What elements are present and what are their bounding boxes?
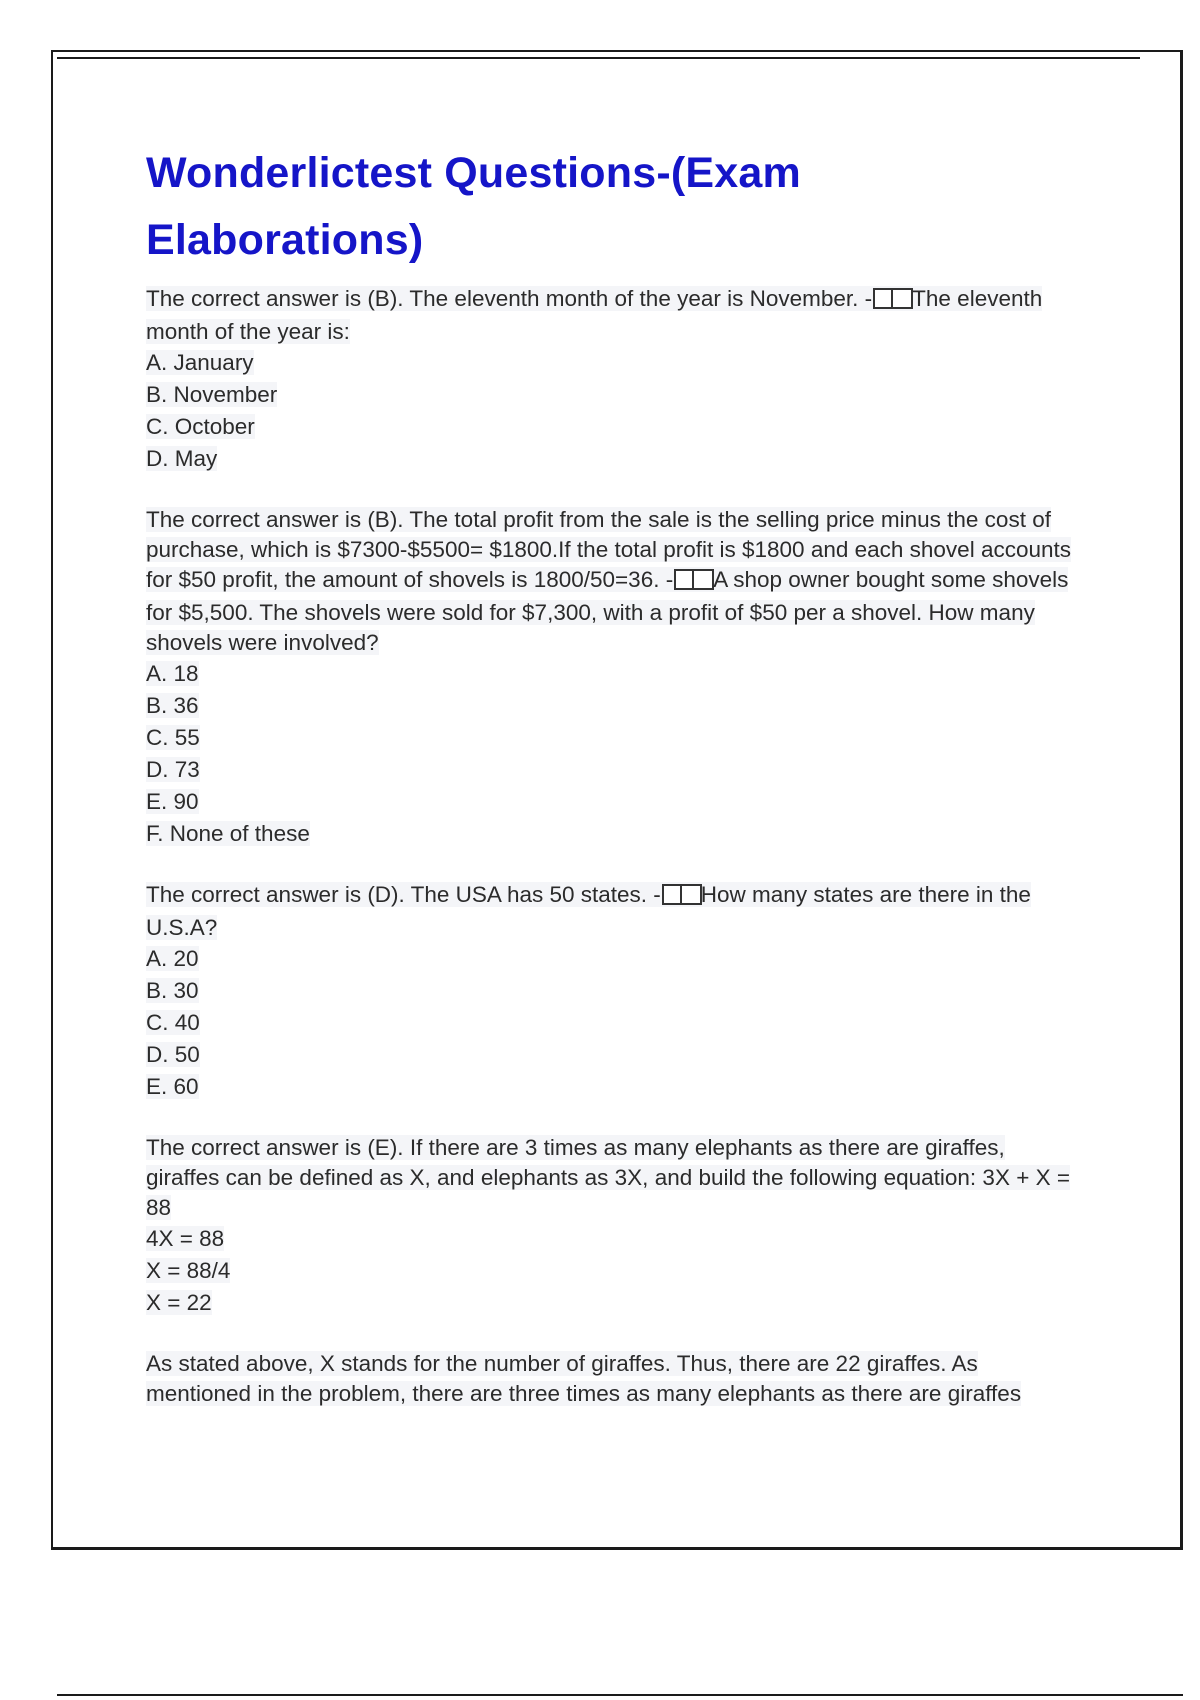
closing-paragraph [146, 1349, 1076, 1409]
question-paragraph [146, 1133, 1076, 1223]
closing-text: As stated above, X stands for the number of giraffes. Thus, there are 22 giraffes. As mentioned in the problem, there are three times as many elephants as there are giraffes [146, 1351, 1022, 1406]
option: B. November [146, 382, 278, 407]
question-paragraph [146, 505, 1076, 658]
frame-top-rule [57, 57, 1140, 59]
question-block-2 [146, 505, 1076, 850]
option: E. 60 [146, 1074, 199, 1099]
answer-explanation: The correct answer is (B). The total profit from the sale is the selling price minus the cost of purchase, which is $7300-$5500= $1800.If the total profit is $1800 and each shovel accounts for $50 profit, the amount of shovels is 1800/50=36. - A shop owner bought some shovels for $5,500. The shovels were sold for $7,300, with a profit of $50 per a shovel. How many shovels were involved? [146, 507, 1072, 655]
option: F. None of these [146, 821, 310, 846]
option: C. 40 [146, 1010, 200, 1035]
document-title: Wonderlictest Questions-(Exam Elaborations) [146, 149, 801, 264]
option: B. 36 [146, 693, 199, 718]
document-content [146, 140, 1076, 1439]
option: A. 20 [146, 946, 199, 971]
bottom-rule [57, 1694, 1183, 1696]
equation-line: X = 88/4 [146, 1258, 231, 1283]
option: E. 90 [146, 789, 199, 814]
option: D. May [146, 446, 218, 471]
answer-explanation: The correct answer is (E). If there are 3 times as many elephants as there are giraffes, giraffes can be defined as X, and elephants as 3X, and build the following equation: 3X + X = 88 [146, 1135, 1070, 1220]
equation-line: 4X = 88 [146, 1226, 225, 1251]
option: B. 30 [146, 978, 199, 1003]
question-block-1 [146, 284, 1076, 475]
option: C. October [146, 414, 255, 439]
question-paragraph [146, 880, 1076, 943]
missing-glyph-boxes-icon [662, 883, 700, 913]
missing-glyph-boxes-icon [873, 287, 911, 317]
option: A. 18 [146, 661, 199, 686]
missing-glyph-boxes-icon [674, 568, 712, 598]
answer-explanation: The correct answer is (B). The eleventh month of the year is November. - The eleventh month of the year is: [146, 286, 1043, 344]
equation-line: X = 22 [146, 1290, 212, 1315]
question-block-3 [146, 880, 1076, 1103]
option: C. 55 [146, 725, 200, 750]
closing-block [146, 1349, 1076, 1409]
option: D. 73 [146, 757, 200, 782]
question-paragraph [146, 284, 1076, 347]
question-block-4 [146, 1133, 1076, 1319]
option: D. 50 [146, 1042, 200, 1067]
option: A. January [146, 350, 254, 375]
answer-explanation: The correct answer is (D). The USA has 50 states. - How many states are there in the U.S.A? [146, 882, 1031, 940]
